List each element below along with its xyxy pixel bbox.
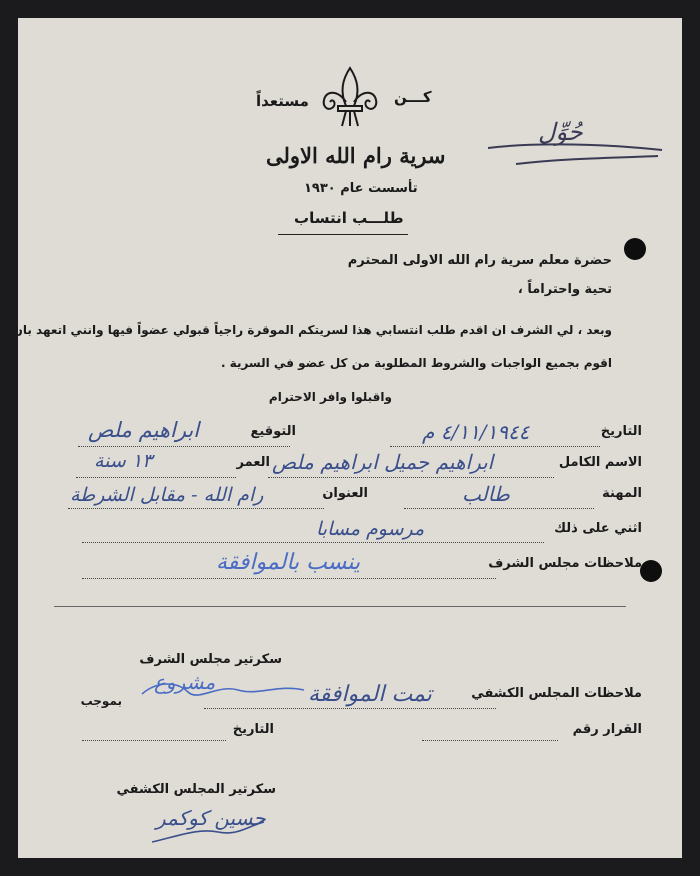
scout-council-date-line <box>82 740 226 741</box>
address-line <box>68 508 324 509</box>
witness-line <box>82 542 544 543</box>
per-label: بموجب <box>80 694 122 708</box>
scout-secretary-signature: حسين كوكمر <box>156 806 266 830</box>
scout-secretary-label: سكرتير المجلس الكشفي <box>116 782 276 797</box>
title-underline <box>278 234 408 235</box>
application-form-paper <box>12 18 682 858</box>
address-value: رام الله - مقابل الشرطة <box>70 484 264 506</box>
honor-secretary-label: سكرتير مجلس الشرف <box>139 652 282 667</box>
punch-hole-top <box>624 238 646 260</box>
scout-council-notes-line <box>204 708 496 709</box>
fullname-label: الاسم الكامل <box>558 455 642 470</box>
council-notes-value: ينسب بالموافقة <box>216 550 361 575</box>
witness-value: مرسوم مسابا <box>316 518 425 540</box>
honor-secretary-signature-flourish <box>138 678 308 708</box>
age-value: ١٣ سنة <box>94 450 153 472</box>
letter-closing: واقبلوا وافر الاحترام <box>268 390 392 404</box>
corner-note-strokes <box>486 138 666 178</box>
signature-value: ابراهيم ملص <box>88 418 200 442</box>
letter-body-line-2: اقوم بجميع الواجبات والشروط المطلوبة من كل عضو في السرية . <box>220 356 612 370</box>
council-notes-line <box>82 578 496 579</box>
job-line <box>404 508 594 509</box>
age-label: العمر <box>236 455 270 470</box>
addressee: حضرة معلم سرية رام الله الاولى المحترم <box>347 253 612 268</box>
greeting: تحية واحتراماً ، <box>517 282 612 297</box>
decision-number-line <box>422 740 558 741</box>
founded-year: تأسست عام ١٩٣٠ <box>304 181 418 196</box>
date-line <box>390 446 600 447</box>
separator-line <box>54 606 626 607</box>
honor-secretary-signature: مشروع <box>154 670 216 694</box>
date-label: التاريخ <box>600 424 642 439</box>
fullname-value: ابراهيم جميل ابراهيم ملص <box>272 450 494 474</box>
fleur-de-lis-icon <box>320 66 380 130</box>
form-name: طلـــب انتساب <box>294 209 404 227</box>
scout-secretary-signature-flourish <box>148 818 268 848</box>
motto-left: مستعداً <box>256 92 309 110</box>
signature-line <box>78 446 290 447</box>
scout-council-notes-label: ملاحظات المجلس الكشفي <box>471 686 642 701</box>
job-label: المهنة <box>602 486 642 501</box>
motto-right: كـــن <box>394 88 432 106</box>
signature-label: التوقيع <box>250 424 296 439</box>
date-value: ٤/١١/١٩٤٤ م <box>422 420 530 444</box>
witness-label: اثني على ذلك <box>554 521 642 536</box>
decision-number-label: القرار رقم <box>572 722 642 737</box>
punch-hole-bottom <box>640 560 662 582</box>
troop-title: سرية رام الله الاولى <box>266 143 446 168</box>
letter-body-line-1: وبعد ، لي الشرف ان اقدم طلب انتسابي هذا لسريتكم الموقرة راجياً قبولي عضواً فيها وانني اتعهد بان <box>12 323 612 337</box>
address-label: العنوان <box>322 486 368 501</box>
corner-note-handwriting: حُوِّل <box>538 118 583 146</box>
council-notes-label: ملاحظات مجلس الشرف <box>488 556 642 571</box>
scout-council-date-label: التاريخ <box>232 722 274 737</box>
job-value: طالب <box>462 482 510 506</box>
age-line <box>76 477 236 478</box>
scout-council-notes-value: تمت الموافقة <box>308 682 432 707</box>
fullname-line <box>268 477 554 478</box>
